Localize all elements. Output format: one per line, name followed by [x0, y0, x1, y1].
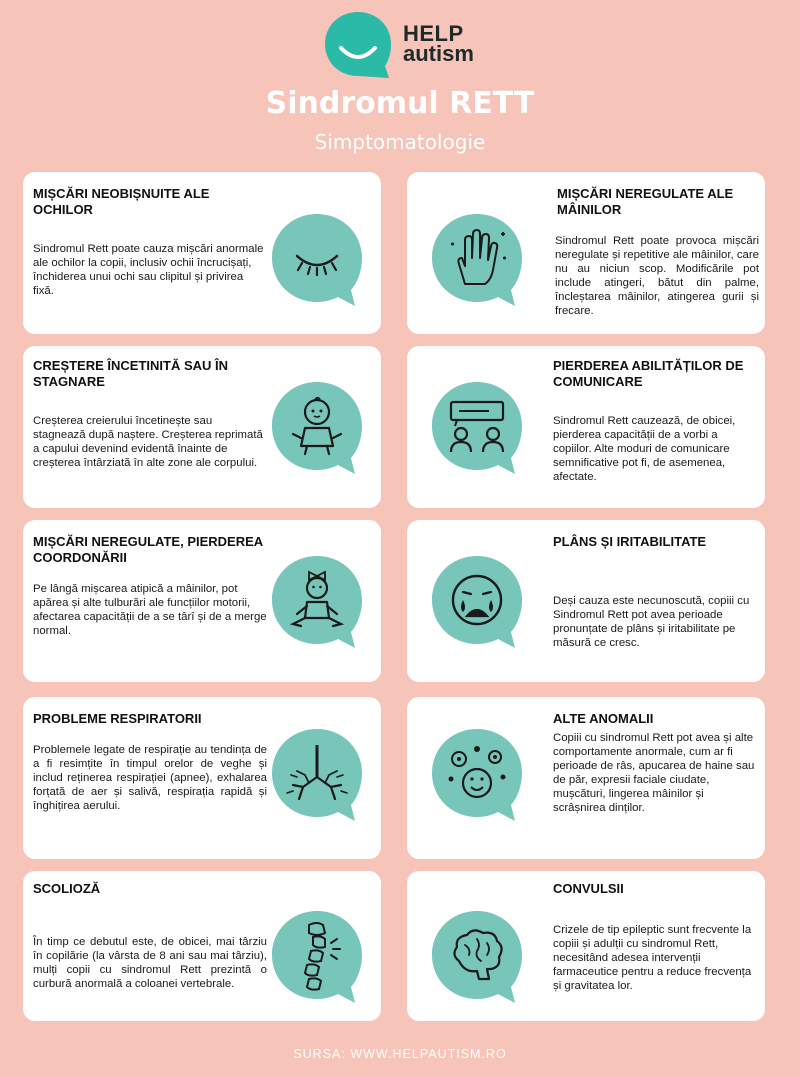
source-footer: SURSA: WWW.HELPAUTISM.RO	[293, 1047, 507, 1061]
card-text: În timp ce debutul este, de obicei, mai târziu în copilărie (la vârsta de 8 ani sau mai târziu), mulți copii cu sindromul Rett prezintă o curbură anormală a coloanei vertebrale.	[33, 936, 267, 990]
brand-logo	[323, 10, 483, 86]
hand-icon	[429, 212, 525, 308]
logo-line-1: HELP	[403, 21, 464, 46]
virus-face-icon	[429, 727, 525, 823]
card-title: MIȘCĂRI NEREGULATE ALE MÂINILOR	[557, 186, 734, 217]
sitting-baby-icon	[269, 554, 365, 650]
card-title: PLÂNS ȘI IRITABILITATE	[553, 534, 707, 549]
logo-text	[403, 21, 474, 66]
symptom-card-hands	[407, 172, 765, 334]
closed-eye-icon	[269, 212, 365, 308]
card-title: ALTE ANOMALII	[553, 711, 654, 726]
conversation-icon	[429, 380, 525, 476]
baby-icon	[269, 380, 365, 476]
lungs-icon	[269, 727, 365, 823]
card-text: Creșterea creierului încetinește sau stagnează după naștere. Creșterea reprimată a capului devenind evidentă înainte de creșterea întârziată în alte zone ale corpului.	[33, 415, 263, 469]
card-text: Crizele de tip epileptic sunt frecvente la copiii și adulții cu sindromul Rett, necesitând adesea intervenții farmaceutice pentru a reduce frecvența și gravitatea lor.	[553, 924, 752, 992]
brain-icon	[429, 909, 525, 1005]
symptom-card-other	[407, 697, 765, 859]
card-text: Sindromul Rett poate provoca mișcări neregulate și repetitive ale mâinilor, care nu au niciun scop. Modificările pot include atingeri, bătut din palme, încleștarea mâinilor, atingerea gurii și frecare.	[555, 235, 759, 317]
page-title: Sindromul RETT	[265, 86, 535, 121]
symptom-card-seizures	[407, 871, 765, 1021]
card-text: Deși cauza este necunoscută, copiii cu Sindromul Rett pot avea perioade pronunțate de plâns și iritabilitate pe măsură ce cresc.	[553, 595, 750, 649]
card-title: MIȘCĂRI NEOBIȘNUITE ALE OCHILOR	[33, 186, 210, 217]
card-text: Sindromul Rett cauzează, de obicei, pierderea capacității de a vorbi a copiilor. Alte moduri de comunicare semnificative pot fi, de asemenea, afectate.	[553, 415, 736, 483]
spine-icon	[269, 909, 365, 1005]
card-text: Copiii cu sindromul Rett pot avea și alte comportamente anormale, cum ar fi perioade de râs, apucarea de haine sau de păr, expresii faciale ciudate, mușcături, lingerea mâinilor și scrâșnirea dinților.	[553, 732, 755, 814]
symptom-card-respiratory	[23, 697, 381, 859]
card-text: Pe lângă mișcarea atipică a mâinilor, pot apărea și alte tulburări ale funcțiilor motorii, afectarea capacității de a se târî și de a merge normal.	[33, 583, 267, 637]
card-title: PIERDEREA ABILITĂȚILOR DE COMUNICARE	[553, 358, 744, 389]
page-subtitle: Simptomatologie	[314, 130, 486, 154]
card-text: Sindromul Rett poate cauza mișcări anormale ale ochilor la copii, inclusiv ochii încrucișați, închiderea unui ochi sau clipitul și privirea fixă.	[33, 243, 264, 297]
card-title: CONVULSII	[553, 881, 624, 896]
symptom-card-growth	[23, 346, 381, 508]
symptom-card-communication	[407, 346, 765, 508]
logo-line-2: autism	[403, 41, 474, 66]
card-title: MIȘCĂRI NEREGULATE, PIERDEREA COORDONĂRII	[33, 534, 263, 565]
card-title: SCOLIOZĂ	[33, 881, 101, 896]
symptom-card-eyes	[23, 172, 381, 334]
symptom-card-coordination	[23, 520, 381, 682]
logo-bubble-icon	[323, 10, 393, 80]
crying-face-icon	[429, 554, 525, 650]
card-text: Problemele legate de respirație au tendința de a fi resimțite în timpul orelor de veghe și includ reținerea respirației (apnee), exhalarea forțată de aer și salivă, respirația rapidă și înghițirea aerului.	[33, 744, 267, 812]
symptom-card-scoliosis	[23, 871, 381, 1021]
card-title: CREȘTERE ÎNCETINITĂ SAU ÎN STAGNARE	[33, 358, 229, 389]
symptom-card-crying	[407, 520, 765, 682]
card-title: PROBLEME RESPIRATORII	[33, 711, 202, 726]
